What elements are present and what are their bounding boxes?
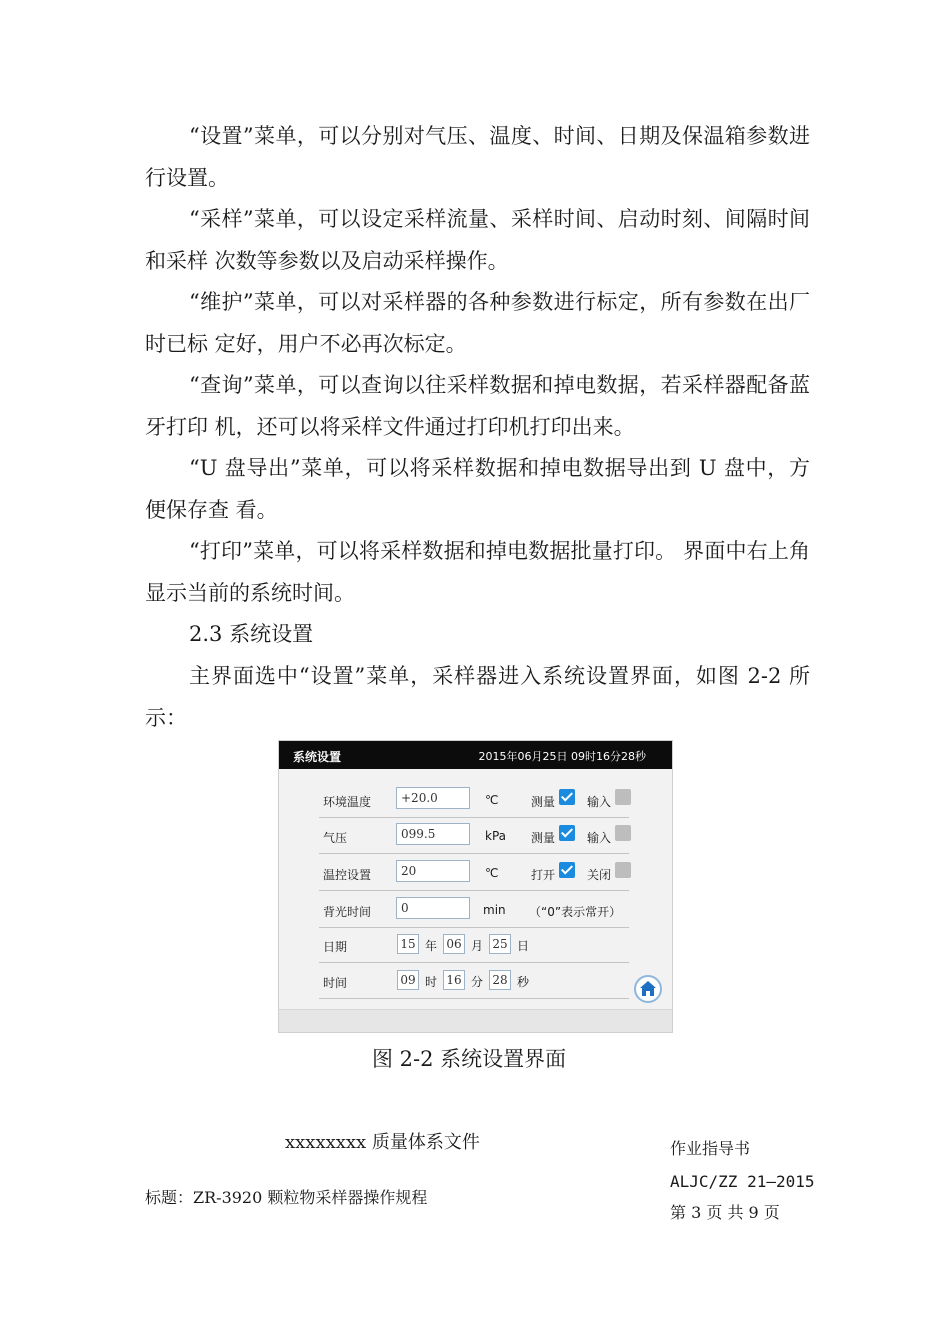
date-label: 日期 [323, 940, 348, 954]
ambient-temp-unit: ℃ [485, 793, 499, 807]
pressure-input-label: 输入 [587, 831, 612, 845]
backlight-unit: min [483, 903, 506, 917]
date-year-label: 年 [425, 939, 438, 953]
pressure-input[interactable]: 099.5 [396, 823, 470, 845]
screen-title: 系统设置 [293, 750, 342, 764]
backlight-label: 背光时间 [323, 905, 372, 919]
paragraph-print-menu: “打印”菜单，可以将采样数据和掉电数据批量打印。 界面中右上角显示当前的系统时间。 [145, 539, 810, 605]
ambient-temp-input-checkbox[interactable] [615, 789, 631, 805]
footer-title: 标题：ZR-3920 颗粒物采样器操作规程 [145, 1188, 428, 1207]
row-pressure [319, 819, 629, 854]
temp-control-input[interactable]: 20 [396, 860, 470, 882]
date-day-label: 日 [517, 939, 530, 953]
date-month-input[interactable]: 06 [443, 934, 465, 954]
backlight-input[interactable]: 0 [396, 897, 470, 919]
footer-doc-code: ALJC/ZZ 21—2015 [670, 1172, 815, 1191]
screen-footer-bar [279, 1009, 672, 1032]
footer-page-info: 第 3 页 共 9 页 [670, 1203, 780, 1222]
paragraph-usb-export-menu: “U 盘导出”菜单，可以将采样数据和掉电数据导出到 U 盘中，方便保存查 看。 [145, 456, 810, 522]
figure-caption: 图 2-2 系统设置界面 [372, 1047, 567, 1071]
time-minute-input[interactable]: 16 [443, 970, 465, 990]
time-second-label: 秒 [517, 975, 530, 989]
row-backlight [319, 893, 629, 928]
row-temp-control [319, 856, 629, 891]
paragraph-enter-settings: 主界面选中“设置”菜单，采样器进入系统设置界面，如图 2-2 所示： [145, 664, 810, 730]
screen-titlebar [279, 741, 672, 769]
ambient-temp-input-label: 输入 [587, 795, 612, 809]
time-label: 时间 [323, 976, 348, 990]
row-ambient-temp [319, 783, 629, 818]
date-month-label: 月 [471, 939, 484, 953]
backlight-note: （“0”表示常开） [529, 905, 622, 919]
settings-screen-figure [278, 740, 673, 1033]
time-second-input[interactable]: 28 [489, 970, 511, 990]
temp-control-on-label: 打开 [531, 868, 556, 882]
home-icon [636, 977, 660, 1001]
time-minute-label: 分 [471, 975, 484, 989]
temp-control-unit: ℃ [485, 866, 499, 880]
screen-clock: 2015年06月25日 09时16分28秒 [478, 750, 646, 763]
temp-control-on-checkbox[interactable] [559, 862, 575, 878]
ambient-temp-label: 环境温度 [323, 795, 372, 809]
home-button[interactable] [634, 975, 662, 1003]
pressure-unit: kPa [485, 829, 506, 843]
ambient-temp-measure-checkbox[interactable] [559, 789, 575, 805]
footer-doc-system: xxxxxxxx 质量体系文件 [285, 1132, 480, 1153]
paragraph-maintenance-menu: “维护”菜单，可以对采样器的各种参数进行标定，所有参数在出厂时已标 定好，用户不必再次标定。 [145, 290, 810, 356]
pressure-input-checkbox[interactable] [615, 825, 631, 841]
paragraph-settings-menu: “设置”菜单，可以分别对气压、温度、时间、日期及保温箱参数进行设置。 [145, 124, 810, 190]
ambient-temp-measure-label: 测量 [531, 795, 556, 809]
temp-control-off-checkbox[interactable] [615, 862, 631, 878]
temp-control-off-label: 关闭 [587, 868, 612, 882]
pressure-measure-label: 测量 [531, 831, 556, 845]
pressure-measure-checkbox[interactable] [559, 825, 575, 841]
ambient-temp-input[interactable]: +20.0 [396, 787, 470, 809]
date-day-input[interactable]: 25 [489, 934, 511, 954]
row-time [319, 964, 629, 999]
temp-control-label: 温控设置 [323, 868, 372, 882]
pressure-label: 气压 [323, 831, 348, 845]
date-year-input[interactable]: 15 [397, 934, 419, 954]
paragraph-sampling-menu: “采样”菜单，可以设定采样流量、采样时间、启动时刻、间隔时间和采样 次数等参数以及启动采样操作。 [145, 207, 810, 273]
section-heading: 2.3 系统设置 [189, 622, 314, 646]
time-hour-input[interactable]: 09 [397, 970, 419, 990]
time-hour-label: 时 [425, 975, 438, 989]
paragraph-query-menu: “查询”菜单，可以查询以往采样数据和掉电数据，若采样器配备蓝牙打印 机，还可以将采样文件通过打印机打印出来。 [145, 373, 810, 439]
footer-doc-type: 作业指导书 [670, 1139, 751, 1158]
row-date [319, 928, 629, 963]
